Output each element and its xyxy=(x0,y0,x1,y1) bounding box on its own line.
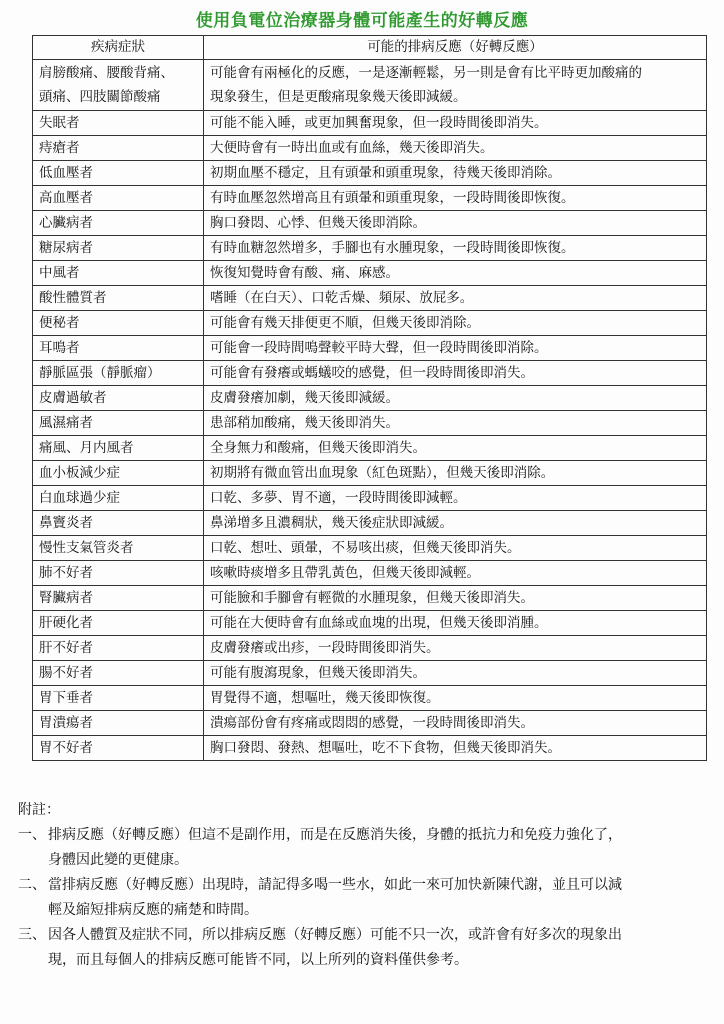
table-row xyxy=(33,561,707,586)
table-header-row xyxy=(33,36,707,60)
symptom-cell: 腎臟病者 xyxy=(33,586,204,611)
symptom-cell: 胃潰瘍者 xyxy=(33,711,204,736)
reaction-cell: 胸口發悶、發熱、想嘔吐，吃不下食物，但幾天後即消失。 xyxy=(204,736,707,761)
symptom-cell: 肝不好者 xyxy=(33,636,204,661)
reaction-cell: 鼻涕增多且濃稠狀，幾天後症狀即減緩。 xyxy=(204,511,707,536)
reaction-cell: 初期血壓不穩定，且有頭暈和頭重現象，待幾天後即消除。 xyxy=(204,161,707,186)
symptom-cell: 肺不好者 xyxy=(33,561,204,586)
reaction-cell: 患部稍加酸痛，幾天後即消失。 xyxy=(204,411,707,436)
reaction-cell: 可能會一段時間鳴聲較平時大聲，但一段時間後即消除。 xyxy=(204,336,707,361)
reaction-cell: 有時血壓忽然增高且有頭暈和頭重現象，一段時間後即恢復。 xyxy=(204,186,707,211)
reaction-cell: 潰瘍部份會有疼痛或悶悶的感覺，一段時間後即消失。 xyxy=(204,711,707,736)
table-row xyxy=(33,636,707,661)
reaction-cell: 咳嗽時痰增多且帶乳黃色，但幾天後即減輕。 xyxy=(204,561,707,586)
symptom-cell xyxy=(33,60,204,111)
symptom-cell: 耳鳴者 xyxy=(33,336,204,361)
reaction-cell: 全身無力和酸痛，但幾天後即消失。 xyxy=(204,436,707,461)
header-symptom: 疾病症狀 xyxy=(33,36,204,60)
table-row xyxy=(33,411,707,436)
table-row xyxy=(33,336,707,361)
table-row xyxy=(33,261,707,286)
table-row xyxy=(33,686,707,711)
table-row xyxy=(33,60,707,111)
note-number: 三、 xyxy=(18,927,46,943)
symptom-reaction-table xyxy=(32,35,707,761)
note-text xyxy=(48,823,708,873)
header-reaction: 可能的排病反應（好轉反應） xyxy=(204,36,707,60)
reaction-cell: 可能會有幾天排便更不順，但幾天後即消除。 xyxy=(204,311,707,336)
reaction-cell: 恢復知覺時會有酸、痛、麻感。 xyxy=(204,261,707,286)
reaction-cell: 可能有腹瀉現象，但幾天後即消失。 xyxy=(204,661,707,686)
note-item xyxy=(18,823,708,873)
note-number: 一、 xyxy=(18,827,46,843)
symptom-cell: 風濕痛者 xyxy=(33,411,204,436)
note-line: 當排病反應（好轉反應）出現時，請記得多喝一些水，如此一來可加快新陳代謝，並且可以減 xyxy=(48,877,622,893)
symptom-cell: 白血球過少症 xyxy=(33,486,204,511)
reaction-cell: 有時血糖忽然增多，手腳也有水腫現象，一段時間後即恢復。 xyxy=(204,236,707,261)
table-row xyxy=(33,311,707,336)
table-row xyxy=(33,486,707,511)
symptom-cell: 鼻竇炎者 xyxy=(33,511,204,536)
symptom-cell: 便秘者 xyxy=(33,311,204,336)
symptom-cell: 痛風、月内風者 xyxy=(33,436,204,461)
table-row xyxy=(33,461,707,486)
note-line: 輕及縮短排病反應的痛楚和時間。 xyxy=(48,902,258,918)
symptom-cell: 高血壓者 xyxy=(33,186,204,211)
reaction-cell: 胸口發悶、心悸、但幾天後即消除。 xyxy=(204,211,707,236)
symptom-cell: 酸性體質者 xyxy=(33,286,204,311)
table-row xyxy=(33,436,707,461)
reaction-cell: 嗜睡（在白天）、口乾舌燥、頻尿、放屁多。 xyxy=(204,286,707,311)
table-row xyxy=(33,661,707,686)
table-row xyxy=(33,236,707,261)
reaction-cell: 皮膚發癢或出疹，一段時間後即消失。 xyxy=(204,636,707,661)
symptom-cell: 肝硬化者 xyxy=(33,611,204,636)
symptom-cell: 血小板減少症 xyxy=(33,461,204,486)
reaction-cell: 大便時會有一時出血或有血絲，幾天後即消失。 xyxy=(204,136,707,161)
reaction-cell: 口乾、多夢、胃不適，一段時間後即減輕。 xyxy=(204,486,707,511)
symptom-line: 肩膀酸痛、腰酸背痛、 xyxy=(39,65,174,81)
table-row xyxy=(33,736,707,761)
reaction-cell: 可能會有發癢或螞蟻咬的感覺，但一段時間後即消失。 xyxy=(204,361,707,386)
symptom-cell: 腸不好者 xyxy=(33,661,204,686)
reaction-cell: 皮膚發癢加劇，幾天後即減緩。 xyxy=(204,386,707,411)
table-row xyxy=(33,711,707,736)
symptom-cell: 心臟病者 xyxy=(33,211,204,236)
reaction-cell: 初期將有微血管出血現象（紅色斑點），但幾天後即消除。 xyxy=(204,461,707,486)
notes-heading: 附註： xyxy=(18,802,60,818)
note-item xyxy=(18,923,708,973)
table-row xyxy=(33,586,707,611)
reaction-cell: 口乾、想吐、頭暈，不易咳出痰，但幾天後即消失。 xyxy=(204,536,707,561)
symptom-cell: 中風者 xyxy=(33,261,204,286)
reaction-cell: 可能不能入睡，或更加興奮現象，但一段時間後即消失。 xyxy=(204,111,707,136)
symptom-cell: 皮膚過敏者 xyxy=(33,386,204,411)
table-row xyxy=(33,186,707,211)
table-row xyxy=(33,286,707,311)
document-title: 使用負電位治療器身體可能產生的好轉反應 xyxy=(195,11,529,31)
reaction-cell: 可能在大便時會有血絲或血塊的出現，但幾天後即消腫。 xyxy=(204,611,707,636)
table-row xyxy=(33,611,707,636)
symptom-cell: 糖尿病者 xyxy=(33,236,204,261)
table-row xyxy=(33,211,707,236)
reaction-cell: 胃覺得不適，想嘔吐，幾天後即恢復。 xyxy=(204,686,707,711)
table-row xyxy=(33,361,707,386)
symptom-cell: 痔瘡者 xyxy=(33,136,204,161)
reaction-line: 現象發生，但是更酸痛現象幾天後即減緩。 xyxy=(210,89,467,105)
note-text xyxy=(48,923,708,973)
table-row xyxy=(33,136,707,161)
symptom-cell: 失眠者 xyxy=(33,111,204,136)
table-row xyxy=(33,536,707,561)
reaction-cell xyxy=(204,60,707,111)
reaction-cell: 可能臉和手腳會有輕微的水腫現象，但幾天後即消失。 xyxy=(204,586,707,611)
table-row xyxy=(33,111,707,136)
symptom-cell: 靜脈區張（靜脈瘤） xyxy=(33,361,204,386)
symptom-cell: 低血壓者 xyxy=(33,161,204,186)
table-row xyxy=(33,161,707,186)
table-row xyxy=(33,511,707,536)
note-text xyxy=(48,873,708,923)
table-row xyxy=(33,386,707,411)
note-line: 現，而且每個人的排病反應可能皆不同，以上所列的資料僅供參考。 xyxy=(48,952,468,968)
symptom-cell: 慢性支氣管炎者 xyxy=(33,536,204,561)
notes-section xyxy=(18,798,708,973)
note-line: 因各人體質及症狀不同，所以排病反應（好轉反應）可能不只一次，或許會有好多次的現象出 xyxy=(48,927,622,943)
note-item xyxy=(18,873,708,923)
note-line: 排病反應（好轉反應）但這不是副作用，而是在反應消失後，身體的抵抗力和免疫力強化了， xyxy=(48,827,622,843)
reaction-line: 可能會有兩極化的反應，一是逐漸輕鬆，另一則是會有比平時更加酸痛的 xyxy=(210,65,642,81)
symptom-cell: 胃下垂者 xyxy=(33,686,204,711)
symptom-line: 頭痛、四肢關節酸痛 xyxy=(39,89,161,105)
note-number: 二、 xyxy=(18,877,46,893)
note-line: 身體因此變的更健康。 xyxy=(48,852,188,868)
symptom-cell: 胃不好者 xyxy=(33,736,204,761)
